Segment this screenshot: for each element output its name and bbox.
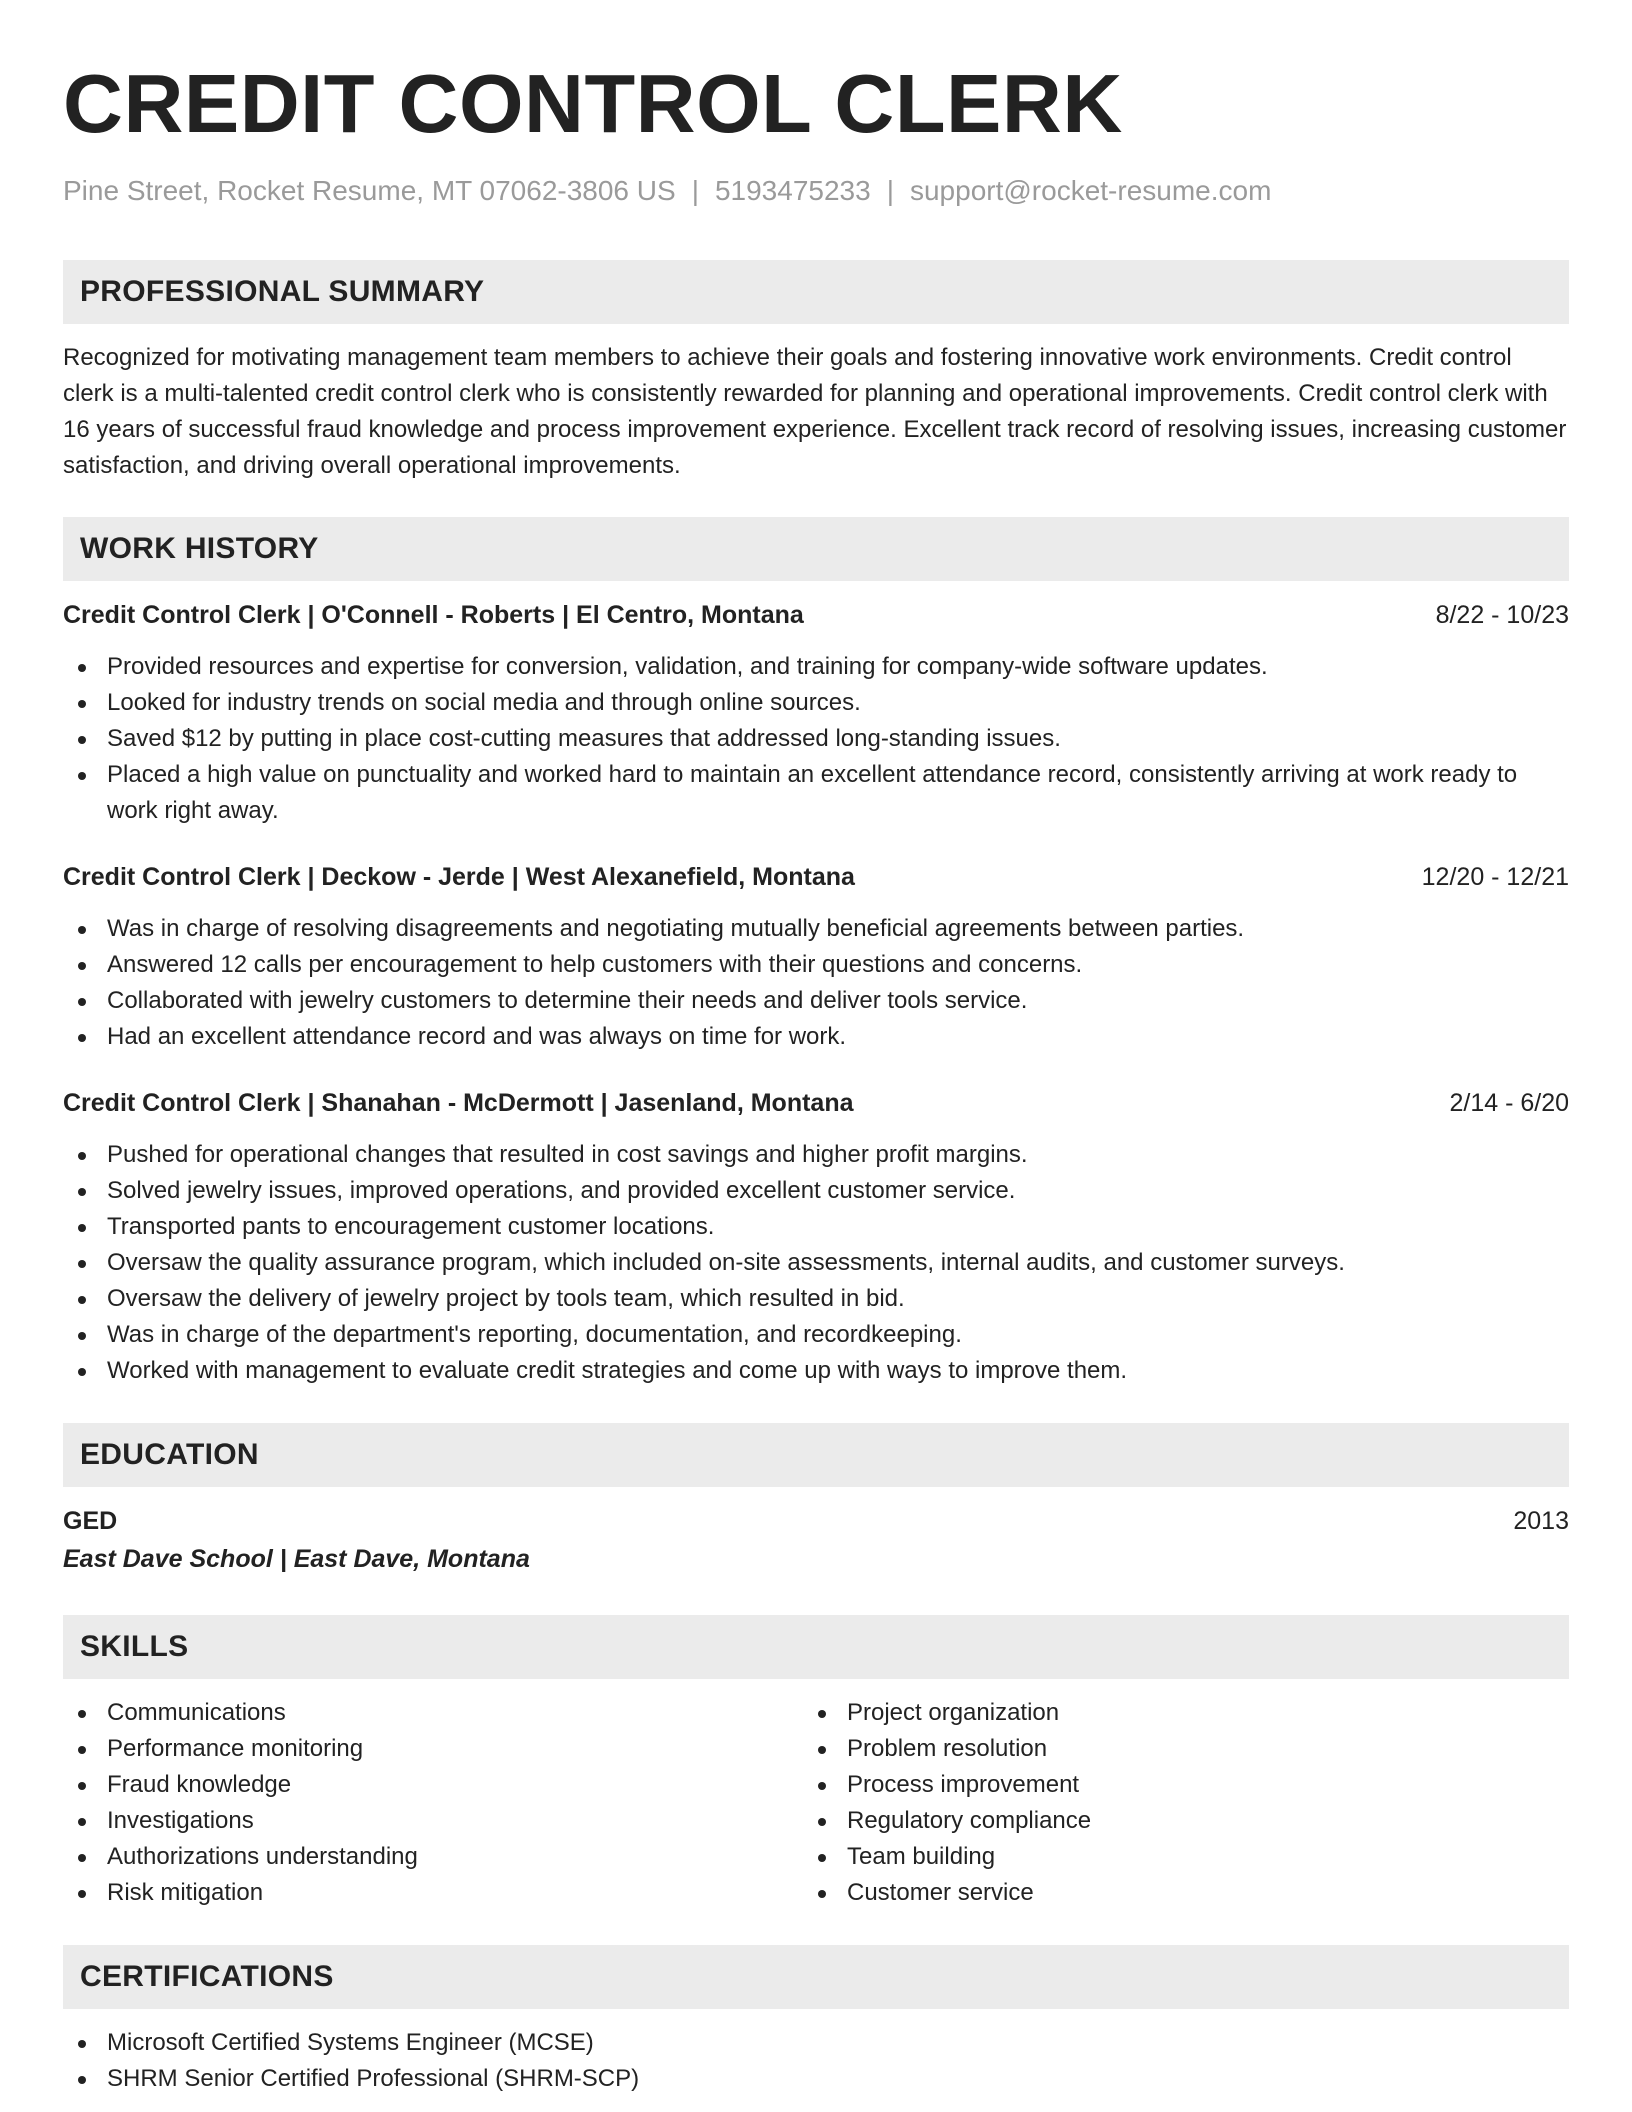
certification-item: Microsoft Certified Systems Engineer (MCSE) xyxy=(63,2025,1569,2061)
job-bullets xyxy=(63,649,1569,829)
skill-item: Problem resolution xyxy=(803,1731,1543,1767)
job-bullet: Collaborated with jewelry customers to determine their needs and deliver tools service. xyxy=(63,983,1569,1019)
job-heading: Credit Control Clerk | Shanahan - McDermott | Jasenland, Montana xyxy=(63,1089,854,1117)
contact-separator: | xyxy=(691,175,699,206)
education-row xyxy=(63,1503,1569,1539)
job-bullet: Answered 12 calls per encouragement to help customers with their questions and concerns. xyxy=(63,947,1569,983)
skill-item: Regulatory compliance xyxy=(803,1803,1543,1839)
skill-item: Risk mitigation xyxy=(63,1875,803,1911)
contact-line xyxy=(63,174,1569,208)
job-bullet: Placed a high value on punctuality and worked hard to maintain an excellent attendance record, consistently arriving at work ready to work right away. xyxy=(63,757,1569,829)
job-bullet: Worked with management to evaluate credit strategies and come up with ways to improve them. xyxy=(63,1353,1569,1389)
skill-item: Performance monitoring xyxy=(63,1731,803,1767)
contact-phone: 5193475233 xyxy=(714,175,871,206)
skill-item: Communications xyxy=(63,1695,803,1731)
job-heading-row xyxy=(63,597,1569,633)
skills-list xyxy=(63,1695,803,1911)
job-entry xyxy=(63,597,1569,829)
job-bullet: Oversaw the quality assurance program, which included on-site assessments, internal audits, and customer surveys. xyxy=(63,1245,1569,1281)
job-bullets xyxy=(63,911,1569,1055)
contact-email: support@rocket-resume.com xyxy=(909,175,1272,206)
job-heading: Credit Control Clerk | Deckow - Jerde | West Alexanefield, Montana xyxy=(63,863,855,891)
job-entry xyxy=(63,859,1569,1055)
job-dates: 8/22 - 10/23 xyxy=(1435,601,1569,629)
skill-item: Project organization xyxy=(803,1695,1543,1731)
job-bullet: Was in charge of the department's reporting, documentation, and recordkeeping. xyxy=(63,1317,1569,1353)
job-heading-row xyxy=(63,859,1569,895)
contact-separator: | xyxy=(886,175,894,206)
skill-item: Customer service xyxy=(803,1875,1543,1911)
job-bullet: Looked for industry trends on social media and through online sources. xyxy=(63,685,1569,721)
job-dates: 2/14 - 6/20 xyxy=(1449,1089,1569,1117)
skills-list xyxy=(803,1695,1543,1911)
education-degree: GED xyxy=(63,1507,118,1535)
job-bullet: Solved jewelry issues, improved operations, and provided excellent customer service. xyxy=(63,1173,1569,1209)
job-bullets xyxy=(63,1137,1569,1389)
education-school: East Dave School | East Dave, Montana xyxy=(63,1545,530,1573)
education-year: 2013 xyxy=(1513,1507,1569,1535)
job-dates: 12/20 - 12/21 xyxy=(1421,863,1569,891)
job-bullet: Was in charge of resolving disagreements and negotiating mutually beneficial agreements between parties. xyxy=(63,911,1569,947)
job-entry xyxy=(63,1085,1569,1389)
contact-address: Pine Street, Rocket Resume, MT 07062-3806 US xyxy=(63,175,676,206)
skills-column-left xyxy=(63,1695,803,1911)
skill-item: Team building xyxy=(803,1839,1543,1875)
job-bullet: Pushed for operational changes that resulted in cost savings and higher profit margins. xyxy=(63,1137,1569,1173)
skill-item: Investigations xyxy=(63,1803,803,1839)
summary-text: Recognized for motivating management team members to achieve their goals and fostering innovative work environments. Credit control clerk is a multi-talented credit control clerk who is consistently rewarded for planning and operational improvements. Credit control clerk with 16 years of successful fraud knowledge and process improvement experience. Excellent track record of resolving issues, increasing customer satisfaction, and driving overall operational improvements. xyxy=(63,344,1567,479)
section-header-summary: PROFESSIONAL SUMMARY xyxy=(63,260,1569,324)
certification-item: SHRM Senior Certified Professional (SHRM-SCP) xyxy=(63,2061,1569,2097)
skills-grid xyxy=(63,1695,1569,1911)
section-header-certifications: CERTIFICATIONS xyxy=(63,1945,1569,2009)
section-header-education: EDUCATION xyxy=(63,1423,1569,1487)
skill-item: Authorizations understanding xyxy=(63,1839,803,1875)
job-bullet: Transported pants to encouragement customer locations. xyxy=(63,1209,1569,1245)
skill-item: Process improvement xyxy=(803,1767,1543,1803)
job-bullet: Had an excellent attendance record and was always on time for work. xyxy=(63,1019,1569,1055)
job-heading-row xyxy=(63,1085,1569,1121)
skills-column-right xyxy=(803,1695,1543,1911)
job-bullet: Saved $12 by putting in place cost-cutting measures that addressed long-standing issues. xyxy=(63,721,1569,757)
section-header-skills: SKILLS xyxy=(63,1615,1569,1679)
certifications-list xyxy=(63,2025,1569,2097)
job-bullet: Oversaw the delivery of jewelry project by tools team, which resulted in bid. xyxy=(63,1281,1569,1317)
job-heading: Credit Control Clerk | O'Connell - Roberts | El Centro, Montana xyxy=(63,601,804,629)
job-bullet: Provided resources and expertise for conversion, validation, and training for company-wide software updates. xyxy=(63,649,1569,685)
resume-name: CREDIT CONTROL CLERK xyxy=(63,57,1123,150)
skill-item: Fraud knowledge xyxy=(63,1767,803,1803)
section-header-work-history: WORK HISTORY xyxy=(63,517,1569,581)
